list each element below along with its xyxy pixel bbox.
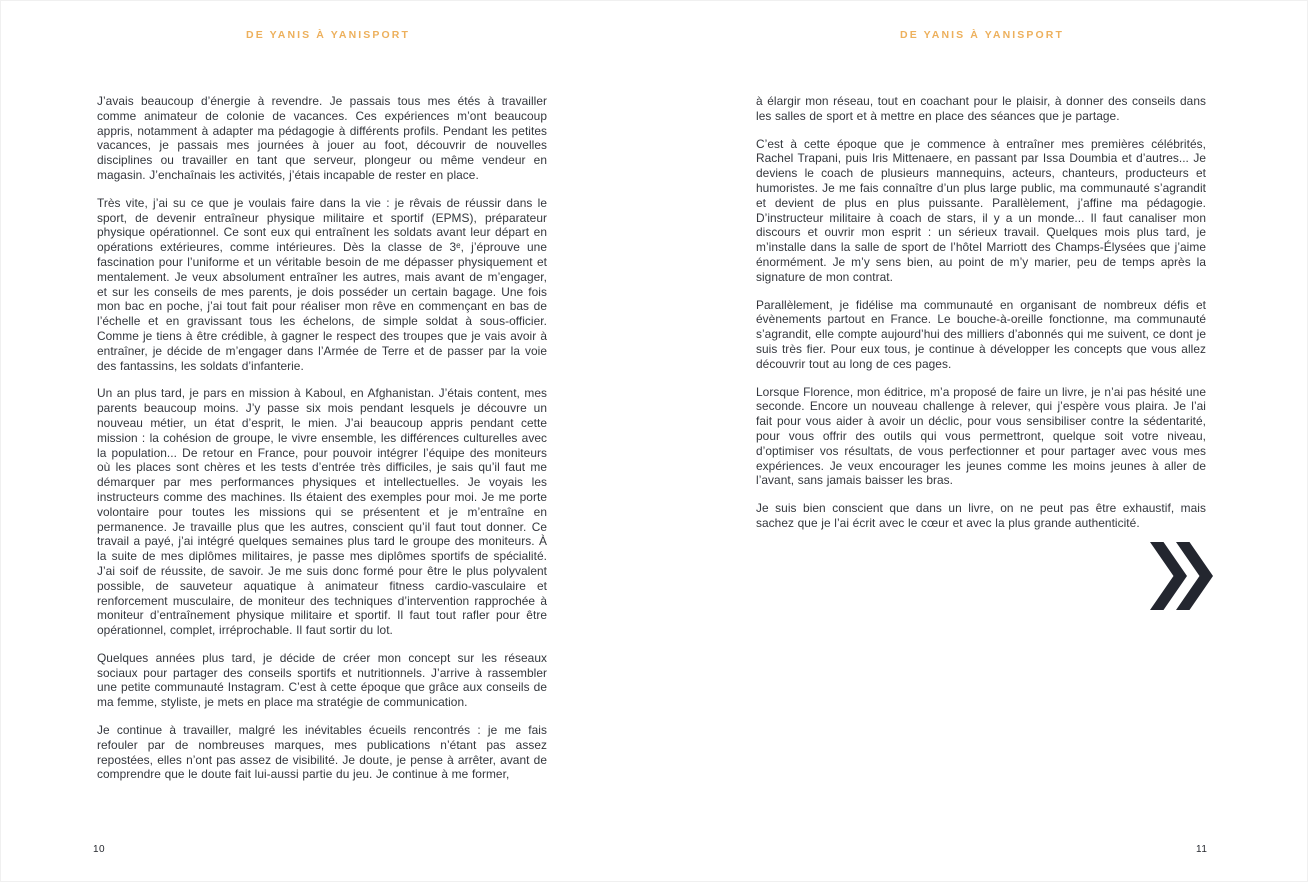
page-number-right: 11 — [1196, 844, 1208, 855]
paragraph: C’est à cette époque que je commence à entraîner mes premières célébrités, Rachel Trapani, puis Iris Mittenaere, en passant par Issa Doumbia et d’autres... Je deviens le coach de plusieurs mannequins, acteurs, chanteurs, producteurs et humoristes. Je me fais connaître d’un plus large public, ma communauté s’agrandit et devient de plus en plus puissante. Parallèlement, j’affine ma pédagogie. D’instructeur militaire à coach de stars, il y a un monde... Il faut canaliser mon discours et ouvrir mon esprit : un sérieux travail. Quelques mois plus tard, je m’installe dans la salle de sport de l’hôtel Marriott des Champs-Élysées que j’aime énormément. Je m’y sens bien, au point de m’y marier, peu de temps après la signature de mon contrat. — [756, 136, 1206, 284]
paragraph: Quelques années plus tard, je décide de créer mon concept sur les réseaux sociaux pour partager des conseils sportifs et nutritionnels. J’arrive à rassembler une petite communauté Instagram. C’est à cette époque que grâce aux conseils de ma femme, styliste, je mets en place ma stratégie de communication. — [97, 650, 547, 710]
double-chevron-right-icon — [1150, 542, 1213, 610]
page-body-right — [756, 94, 1206, 544]
paragraph: Très vite, j’ai su ce que je voulais faire dans la vie : je rêvais de réussir dans le sport, de devenir entraîneur physique militaire et sportif (EPMS), préparateur physique opérationnel. Ce sont eux qui entraînent les soldats avant leur départ en opérations extérieures, comme intérieures. Dès la classe de 3ᵉ, j’éprouve une fascination pour l’uniforme et un véritable besoin de me dépasser physiquement et mentalement. Je veux absolument entraîner les autres, mais avant de m’engager, et sur les conseils de mes parents, je dois posséder un certain bagage. Une fois mon bac en poche, j’ai tout fait pour réaliser mon rêve en commençant en bas de l’échelle et en gravissant tous les échelons, de simple soldat à sous-officier. Comme je tiens à être crédible, à gagner le respect des troupes que je vais avoir à entraîner, je décide de m’engager dans l’Armée de Terre et de passer par la voie des fantassins, les soldats d’infanterie. — [97, 195, 547, 373]
page-body-left — [97, 94, 547, 795]
paragraph: Un an plus tard, je pars en mission à Kaboul, en Afghanistan. J’étais content, mes parents beaucoup moins. J’y passe six mois pendant lesquels je découvre un nouveau métier, un état d’esprit, le mien. J’ai beaucoup appris pendant cette mission : la cohésion de groupe, le vivre ensemble, les différences culturelles avec la population... De retour en France, pour pouvoir intégrer l’équipe des moniteurs où les places sont chères et les tests d’entrée très difficiles, je sais qu’il faut me démarquer par mes performances physiques et intellectuelles. Je voyais les instructeurs comme des machines. Ils étaient des exemples pour moi. Je me porte volontaire pour toutes les missions qui se présentent et je m’entraîne en permanence. Je travaille plus que les autres, conscient qu’il faut tout donner. Ce travail a payé, j’ai intégré quelques semaines plus tard le groupe des moniteurs. À la suite de mes diplômes militaires, je passe mes diplômes sportifs de spécialité. J’ai soif de réussite, de savoir. Je me suis donc formé pour être le plus polyvalent possible, de sauveteur aquatique à animateur fitness cardio-vasculaire et renforcement musculaire, de moniteur des techniques d’intervention rapprochée à moniteur d’entraînement physique militaire et sportif. Il faut tout rafler pour être opérationnel, complet, irréprochable. Il faut sortir du lot. — [97, 386, 547, 638]
paragraph: Lorsque Florence, mon éditrice, m’a proposé de faire un livre, je n’ai pas hésité une seconde. Encore un nouveau challenge à relever, qui j’espère vous plaira. Je l’ai fait pour vous aider à avoir un déclic, pour vous sensibiliser contre la sédentarité, pour vous offrir des outils qui vous permettront, quelque soit votre niveau, d’optimiser vos résultats, de vous perfectionner et pour partager avec vous mes expériences. Je veux encourager les jeunes comme les moins jeunes à aller de l’avant, sans jamais baisser les bras. — [756, 384, 1206, 488]
paragraph: Parallèlement, je fidélise ma communauté en organisant de nombreux défis et évènements partout en France. Le bouche-à-oreille fonctionne, ma communauté s’agrandit, elle compte aujourd’hui des milliers d’abonnés qui me suivent, ce dont je suis très fier. Pour eux tous, je continue à développer les concepts que vous allez découvrir tout au long de ces pages. — [756, 297, 1206, 371]
paragraph: Je suis bien conscient que dans un livre, on ne peut pas être exhaustif, mais sachez que je l’ai écrit avec le cœur et avec la plus grande authenticité. — [756, 501, 1206, 530]
running-header-right: DE YANIS À YANISPORT — [900, 29, 1064, 41]
page-number-left: 10 — [93, 844, 106, 855]
paragraph: Je continue à travailler, malgré les inévitables écueils rencontrés : je me fais refouler par de nombreuses marques, mes publications n’étant pas assez repostées, elles n’ont pas assez de visibilité. Je doute, je pense à arrêter, avant de comprendre que le doute fait lui-aussi partie du jeu. Je continue à me former, — [97, 723, 547, 782]
paragraph: à élargir mon réseau, tout en coachant pour le plaisir, à donner des conseils dans les salles de sport et à mettre en place des séances que je partage. — [756, 94, 1206, 123]
running-header-left: DE YANIS À YANISPORT — [246, 29, 410, 41]
paragraph: J’avais beaucoup d’énergie à revendre. Je passais tous mes étés à travailler comme animateur de colonie de vacances. Ces expériences m’ont beaucoup appris, notamment à adapter ma pédagogie à différents profils. Pendant les petites vacances, je passais mes journées à jouer au foot, découvrir de nouvelles disciplines ou travailler en tant que serveur, plongeur ou même vendeur en magasin. J’enchaînais les activités, j’étais incapable de rester en place. — [97, 94, 547, 182]
page-right — [655, 1, 1308, 882]
page-left — [1, 1, 655, 882]
